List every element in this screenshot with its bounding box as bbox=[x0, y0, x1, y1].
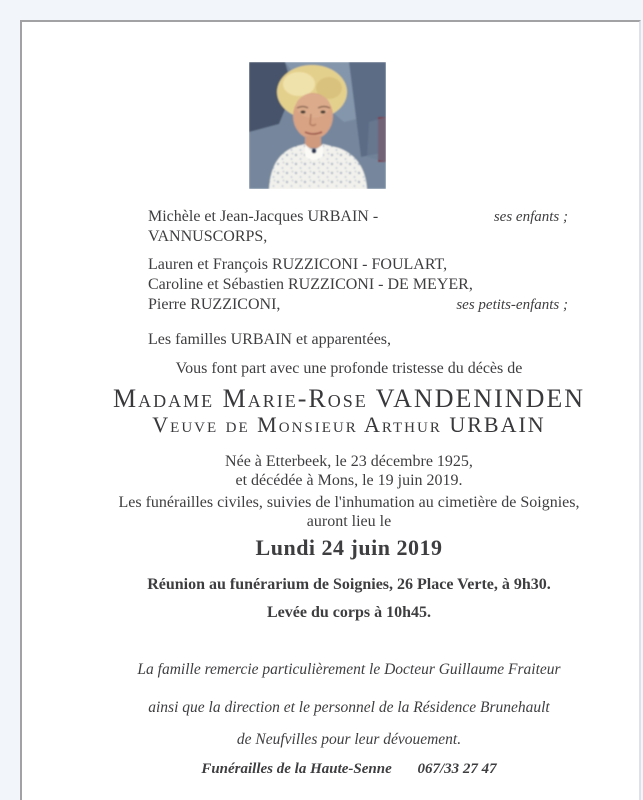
family-row-children bbox=[148, 207, 568, 247]
family-row bbox=[148, 275, 568, 295]
funeral-info bbox=[22, 493, 639, 531]
family-names: Les familles URBAIN et apparentées, bbox=[148, 331, 392, 348]
family-names: Pierre RUZZICONI, bbox=[148, 296, 281, 313]
funeral-home-phone: 067/33 27 47 bbox=[417, 761, 497, 777]
family-row bbox=[148, 255, 568, 275]
thanks-line-1: La famille remercie particulièrement le Docteur Guillaume Fraiteur bbox=[137, 661, 561, 678]
family-names: Lauren et François RUZZICONI - FOULART, bbox=[148, 256, 448, 273]
deceased-subtitle: Veuve de Monsieur Arthur URBAIN bbox=[152, 412, 546, 437]
announcement-intro: Vous font part avec une profonde tristesse du décès de bbox=[175, 360, 523, 377]
portrait-photo bbox=[249, 62, 386, 189]
funeral-home-name: Funérailles de la Haute-Senne bbox=[201, 761, 392, 777]
family-row-grandchildren bbox=[148, 295, 568, 315]
relation-label: ses enfants ; bbox=[493, 209, 568, 225]
funeral-home-footer bbox=[22, 759, 639, 779]
levee-line: Levée du corps à 10h45. bbox=[267, 604, 431, 621]
thanks-line-2: ainsi que la direction et le personnel de la Résidence Brunehault bbox=[148, 699, 550, 716]
announcement-sheet bbox=[20, 20, 641, 800]
funeral-line1: Les funérailles civiles, suivies de l'inhumation au cimetière de Soignies, bbox=[118, 494, 580, 511]
relation-label: ses petits-enfants ; bbox=[456, 297, 568, 313]
family-names: Michèle et Jean-Jacques URBAIN - VANNUSCORPS, bbox=[148, 208, 379, 245]
birth-line: Née à Etterbeek, le 23 décembre 1925, bbox=[225, 453, 473, 470]
deceased-name: Madame Marie-Rose VANDENINDEN bbox=[112, 384, 586, 413]
funeral-date: Lundi 24 juin 2019 bbox=[255, 535, 443, 560]
family-block bbox=[148, 207, 568, 350]
thanks-line-3: de Neufvilles pour leur dévouement. bbox=[236, 731, 462, 748]
family-names: Caroline et Sébastien RUZZICONI - DE MEYER, bbox=[148, 276, 473, 293]
birth-death-dates bbox=[22, 452, 639, 490]
family-row-families bbox=[148, 330, 568, 350]
funeral-line2: auront lieu le bbox=[306, 513, 392, 530]
meeting-line: Réunion au funérarium de Soignies, 26 Place Verte, à 9h30. bbox=[147, 576, 551, 593]
death-line: et décédée à Mons, le 19 juin 2019. bbox=[235, 472, 463, 489]
